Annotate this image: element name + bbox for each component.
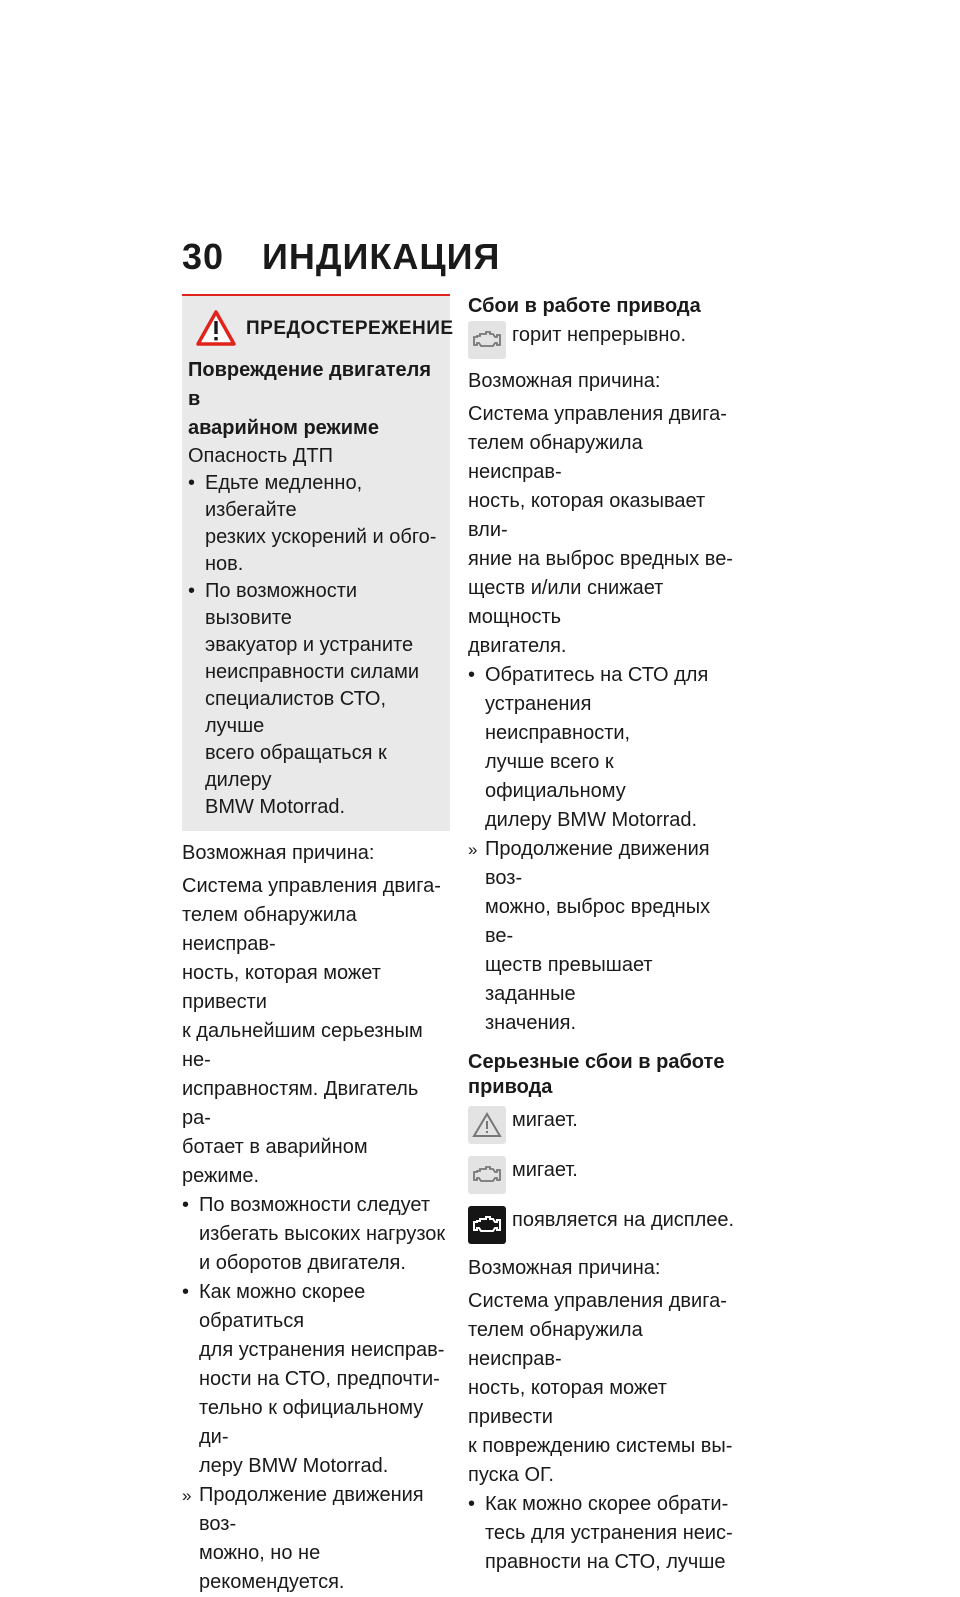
warning-label: ПРЕДОСТЕРЕЖЕНИЕ — [246, 317, 454, 339]
indicator-text: мигает. — [512, 1109, 578, 1131]
warning-triangle-icon — [468, 1106, 506, 1144]
list-item: » Продолжение движения воз- можно, но не рекомендуется. — [182, 1481, 450, 1597]
engine-icon — [468, 1156, 506, 1194]
cause-text: Система управления двига- телем обнаружила неисправ- ность, которая оказывает вли- яние на выброс вредных ве- ществ и/или снижает мощность двигателя. — [468, 403, 733, 657]
list-item: • По возможности следует избегать высоких нагрузок и оборотов двигателя. — [182, 1191, 450, 1278]
indicator-row — [468, 1156, 738, 1194]
indicator-row — [468, 1106, 738, 1144]
warning-subtitle-line: аварийном режиме — [188, 417, 379, 439]
page-title: ИНДИКАЦИЯ — [262, 236, 501, 277]
danger-text: Опасность ДТП — [188, 445, 333, 467]
indicator-text: горит непрерывно. — [512, 324, 687, 346]
cause-label: Возможная причина: — [182, 842, 375, 864]
warning-list — [188, 470, 444, 821]
warning-subtitle-line: Повреждение двигателя в — [188, 359, 432, 410]
left-column — [182, 294, 454, 1597]
cause-text: Система управления двига- телем обнаружила неисправ- ность, которая может привести к дальнейшим серьезным не- исправностям. Двигатель ра- ботает в аварийном режиме. — [182, 875, 441, 1187]
action-list — [182, 1191, 450, 1597]
indicator-row — [468, 321, 738, 359]
indicator-row — [468, 1206, 738, 1244]
warning-subtitle — [188, 356, 444, 443]
action-list — [468, 1490, 738, 1577]
warning-header — [196, 308, 454, 348]
engine-display-icon — [468, 1206, 506, 1244]
list-item: • Обратитесь на СТО для устранения неисправности, лучше всего к официальному дилеру BMW Motorrad. — [468, 661, 738, 835]
section-title: Серьезные сбои в работе привода — [468, 1051, 725, 1098]
indicator-text: появляется на дисплее. — [512, 1209, 735, 1231]
right-column — [468, 294, 738, 1577]
section-title: Сбои в работе привода — [468, 295, 701, 317]
list-item: • По возможности вызовите эвакуатор и устраните неисправности силами специалистов СТО, лучше всего обращаться к дилеру BMW Motorrad. — [188, 578, 444, 821]
list-item: • Как можно скорее обрати- тесь для устранения неис- правности на СТО, лучше — [468, 1490, 738, 1577]
engine-icon — [468, 321, 506, 359]
page-header — [182, 236, 500, 296]
list-item: » Продолжение движения воз- можно, выброс вредных ве- ществ превышает заданные значения. — [468, 835, 738, 1038]
cause-label: Возможная причина: — [468, 1257, 661, 1279]
warning-triangle-icon — [196, 310, 236, 346]
warning-box — [182, 294, 454, 831]
indicator-text: мигает. — [512, 1159, 578, 1181]
action-list — [468, 661, 738, 1038]
list-item: • Едьте медленно, избегайте резких ускорений и обго- нов. — [188, 470, 444, 578]
list-item: • Как можно скорее обратиться для устранения неисправ- ности на СТО, предпочти- тельно к официальному ди- леру BMW Motorrad. — [182, 1278, 450, 1481]
page-number: 30 — [182, 236, 225, 277]
cause-text: Система управления двига- телем обнаружила неисправ- ность, которая может привести к повреждению системы вы- пуска ОГ. — [468, 1290, 733, 1486]
cause-label: Возможная причина: — [468, 370, 661, 392]
